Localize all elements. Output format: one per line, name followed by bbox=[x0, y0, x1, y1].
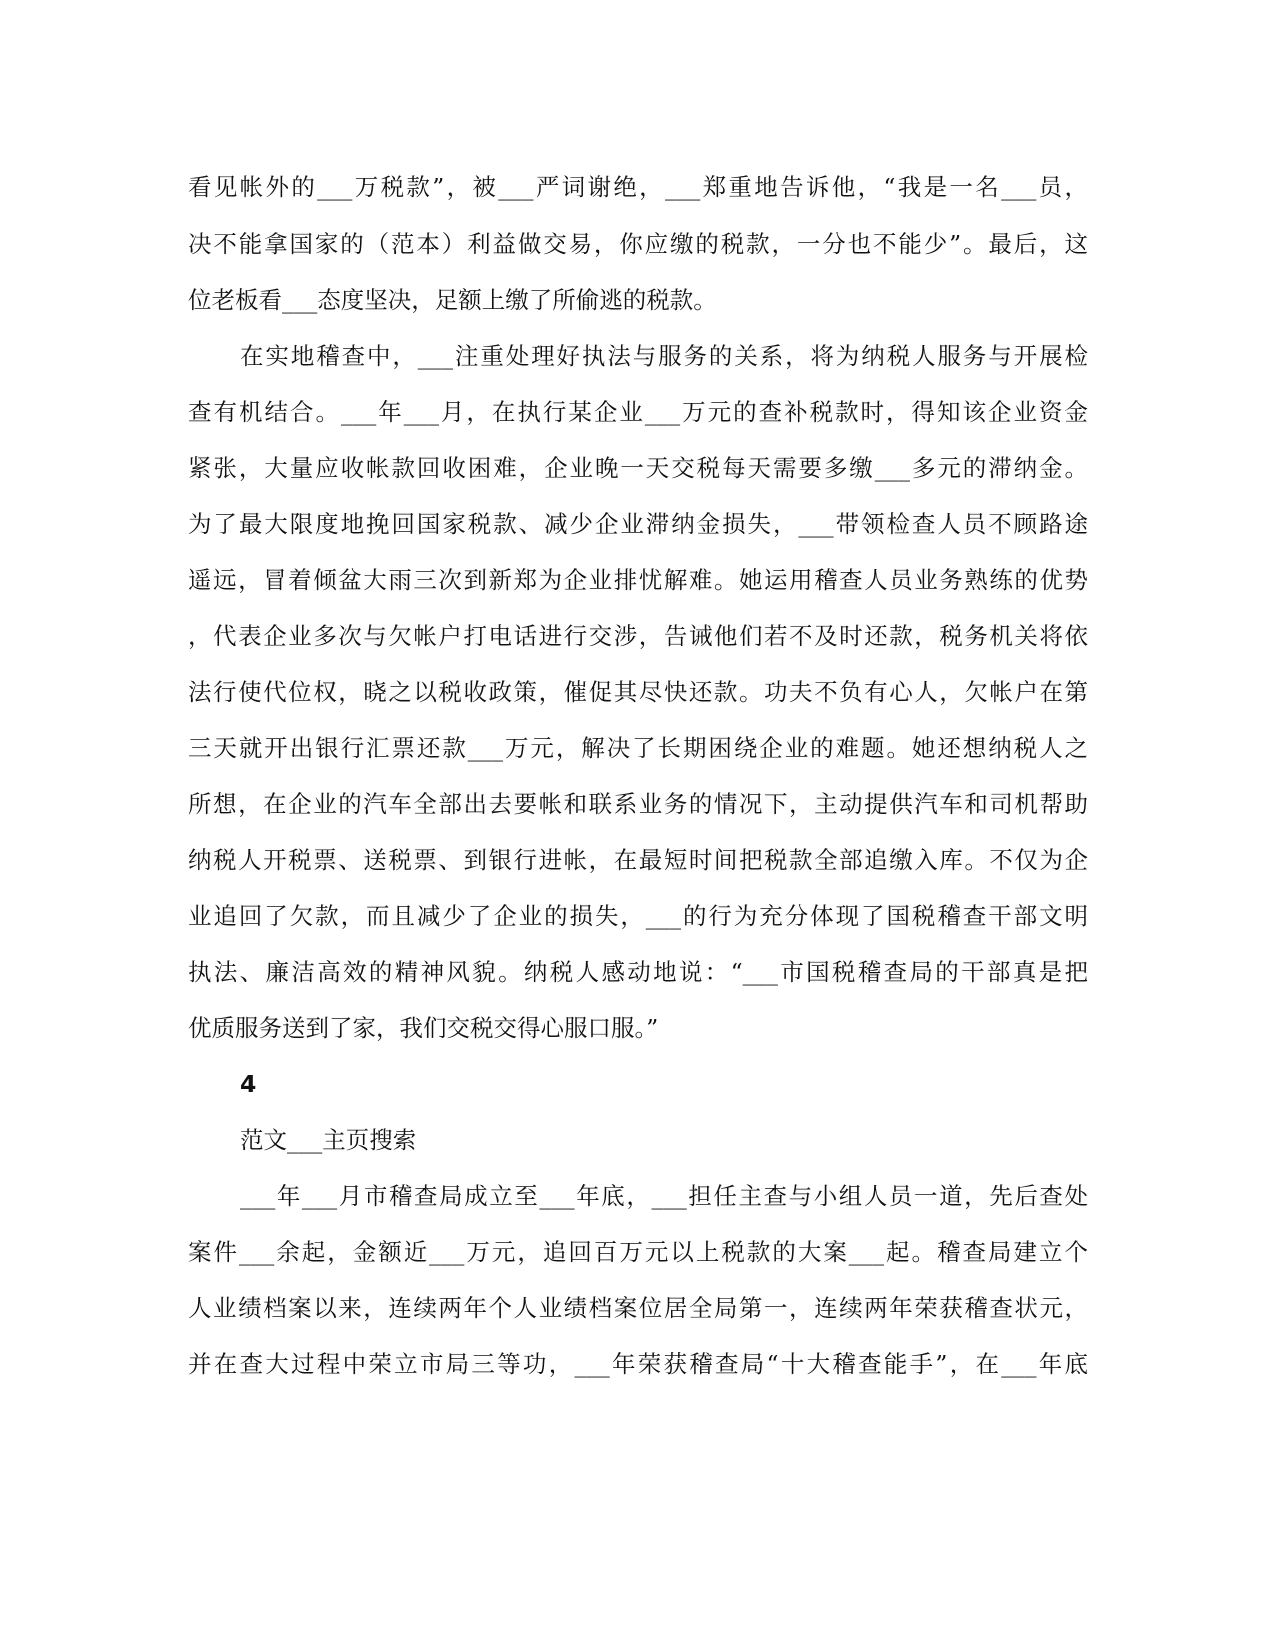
text-line-6: 紧张，大量应收帐款回收困难，企业晚一天交税每天需要多缴___多元的滞纳金。 bbox=[188, 454, 1088, 482]
text-line-15: 执法、廉洁高效的精神风貌。纳税人感动地说：“___市国税稽查局的干部真是把 bbox=[188, 958, 1088, 986]
text-line-16: 优质服务送到了家，我们交税交得心服口服。” bbox=[188, 1014, 659, 1042]
text-line-21: 人业绩档案以来，连续两年个人业绩档案位居全局第一，连续两年荣获稽查状元， bbox=[188, 1294, 1088, 1322]
text-line-11: 三天就开出银行汇票还款___万元，解决了长期困绕企业的难题。她还想纳税人之 bbox=[188, 734, 1088, 762]
text-line-1: 看见帐外的___万税款”，被___严词谢绝，___郑重地告诉他，“我是一名___员， bbox=[188, 173, 1088, 201]
search-label: 范文___主页搜索 bbox=[240, 1126, 417, 1154]
text-line-22: 并在查大过程中荣立市局三等功，___年荣获稽查局“十大稽查能手”，在___年底 bbox=[188, 1350, 1088, 1378]
text-line-7: 为了最大限度地挽回国家税款、减少企业滞纳金损失，___带领检查人员不顾路途 bbox=[188, 510, 1088, 538]
page-number: 4 bbox=[240, 1070, 257, 1098]
text-line-13: 纳税人开税票、送税票、到银行进帐，在最短时间把税款全部追缴入库。不仅为企 bbox=[188, 846, 1088, 874]
text-line-2: 决不能拿国家的（范本）利益做交易，你应缴的税款，一分也不能少”。最后，这 bbox=[188, 230, 1088, 258]
text-line-3: 位老板看___态度坚决，足额上缴了所偷逃的税款。 bbox=[188, 286, 717, 314]
text-line-20: 案件___余起，金额近___万元，追回百万元以上税款的大案___起。稽查局建立个 bbox=[188, 1238, 1088, 1266]
text-line-19: ___年___月市稽查局成立至___年底，___担任主查与小组人员一道，先后查处 bbox=[240, 1182, 1088, 1210]
text-line-14: 业追回了欠款，而且减少了企业的损失，___的行为充分体现了国税稽查干部文明 bbox=[188, 902, 1088, 930]
text-line-9: ，代表企业多次与欠帐户打电话进行交涉，告诫他们若不及时还款，税务机关将依 bbox=[188, 622, 1088, 650]
text-line-12: 所想，在企业的汽车全部出去要帐和联系业务的情况下，主动提供汽车和司机帮助 bbox=[188, 790, 1088, 818]
text-line-10: 法行使代位权，晓之以税收政策，催促其尽快还款。功夫不负有心人，欠帐户在第 bbox=[188, 678, 1088, 706]
text-line-5: 查有机结合。___年___月，在执行某企业___万元的查补税款时，得知该企业资金 bbox=[188, 398, 1088, 426]
text-line-8: 遥远，冒着倾盆大雨三次到新郑为企业排忧解难。她运用稽查人员业务熟练的优势 bbox=[188, 566, 1088, 594]
text-line-4: 在实地稽查中，___注重处理好执法与服务的关系，将为纳税人服务与开展检 bbox=[240, 342, 1088, 370]
